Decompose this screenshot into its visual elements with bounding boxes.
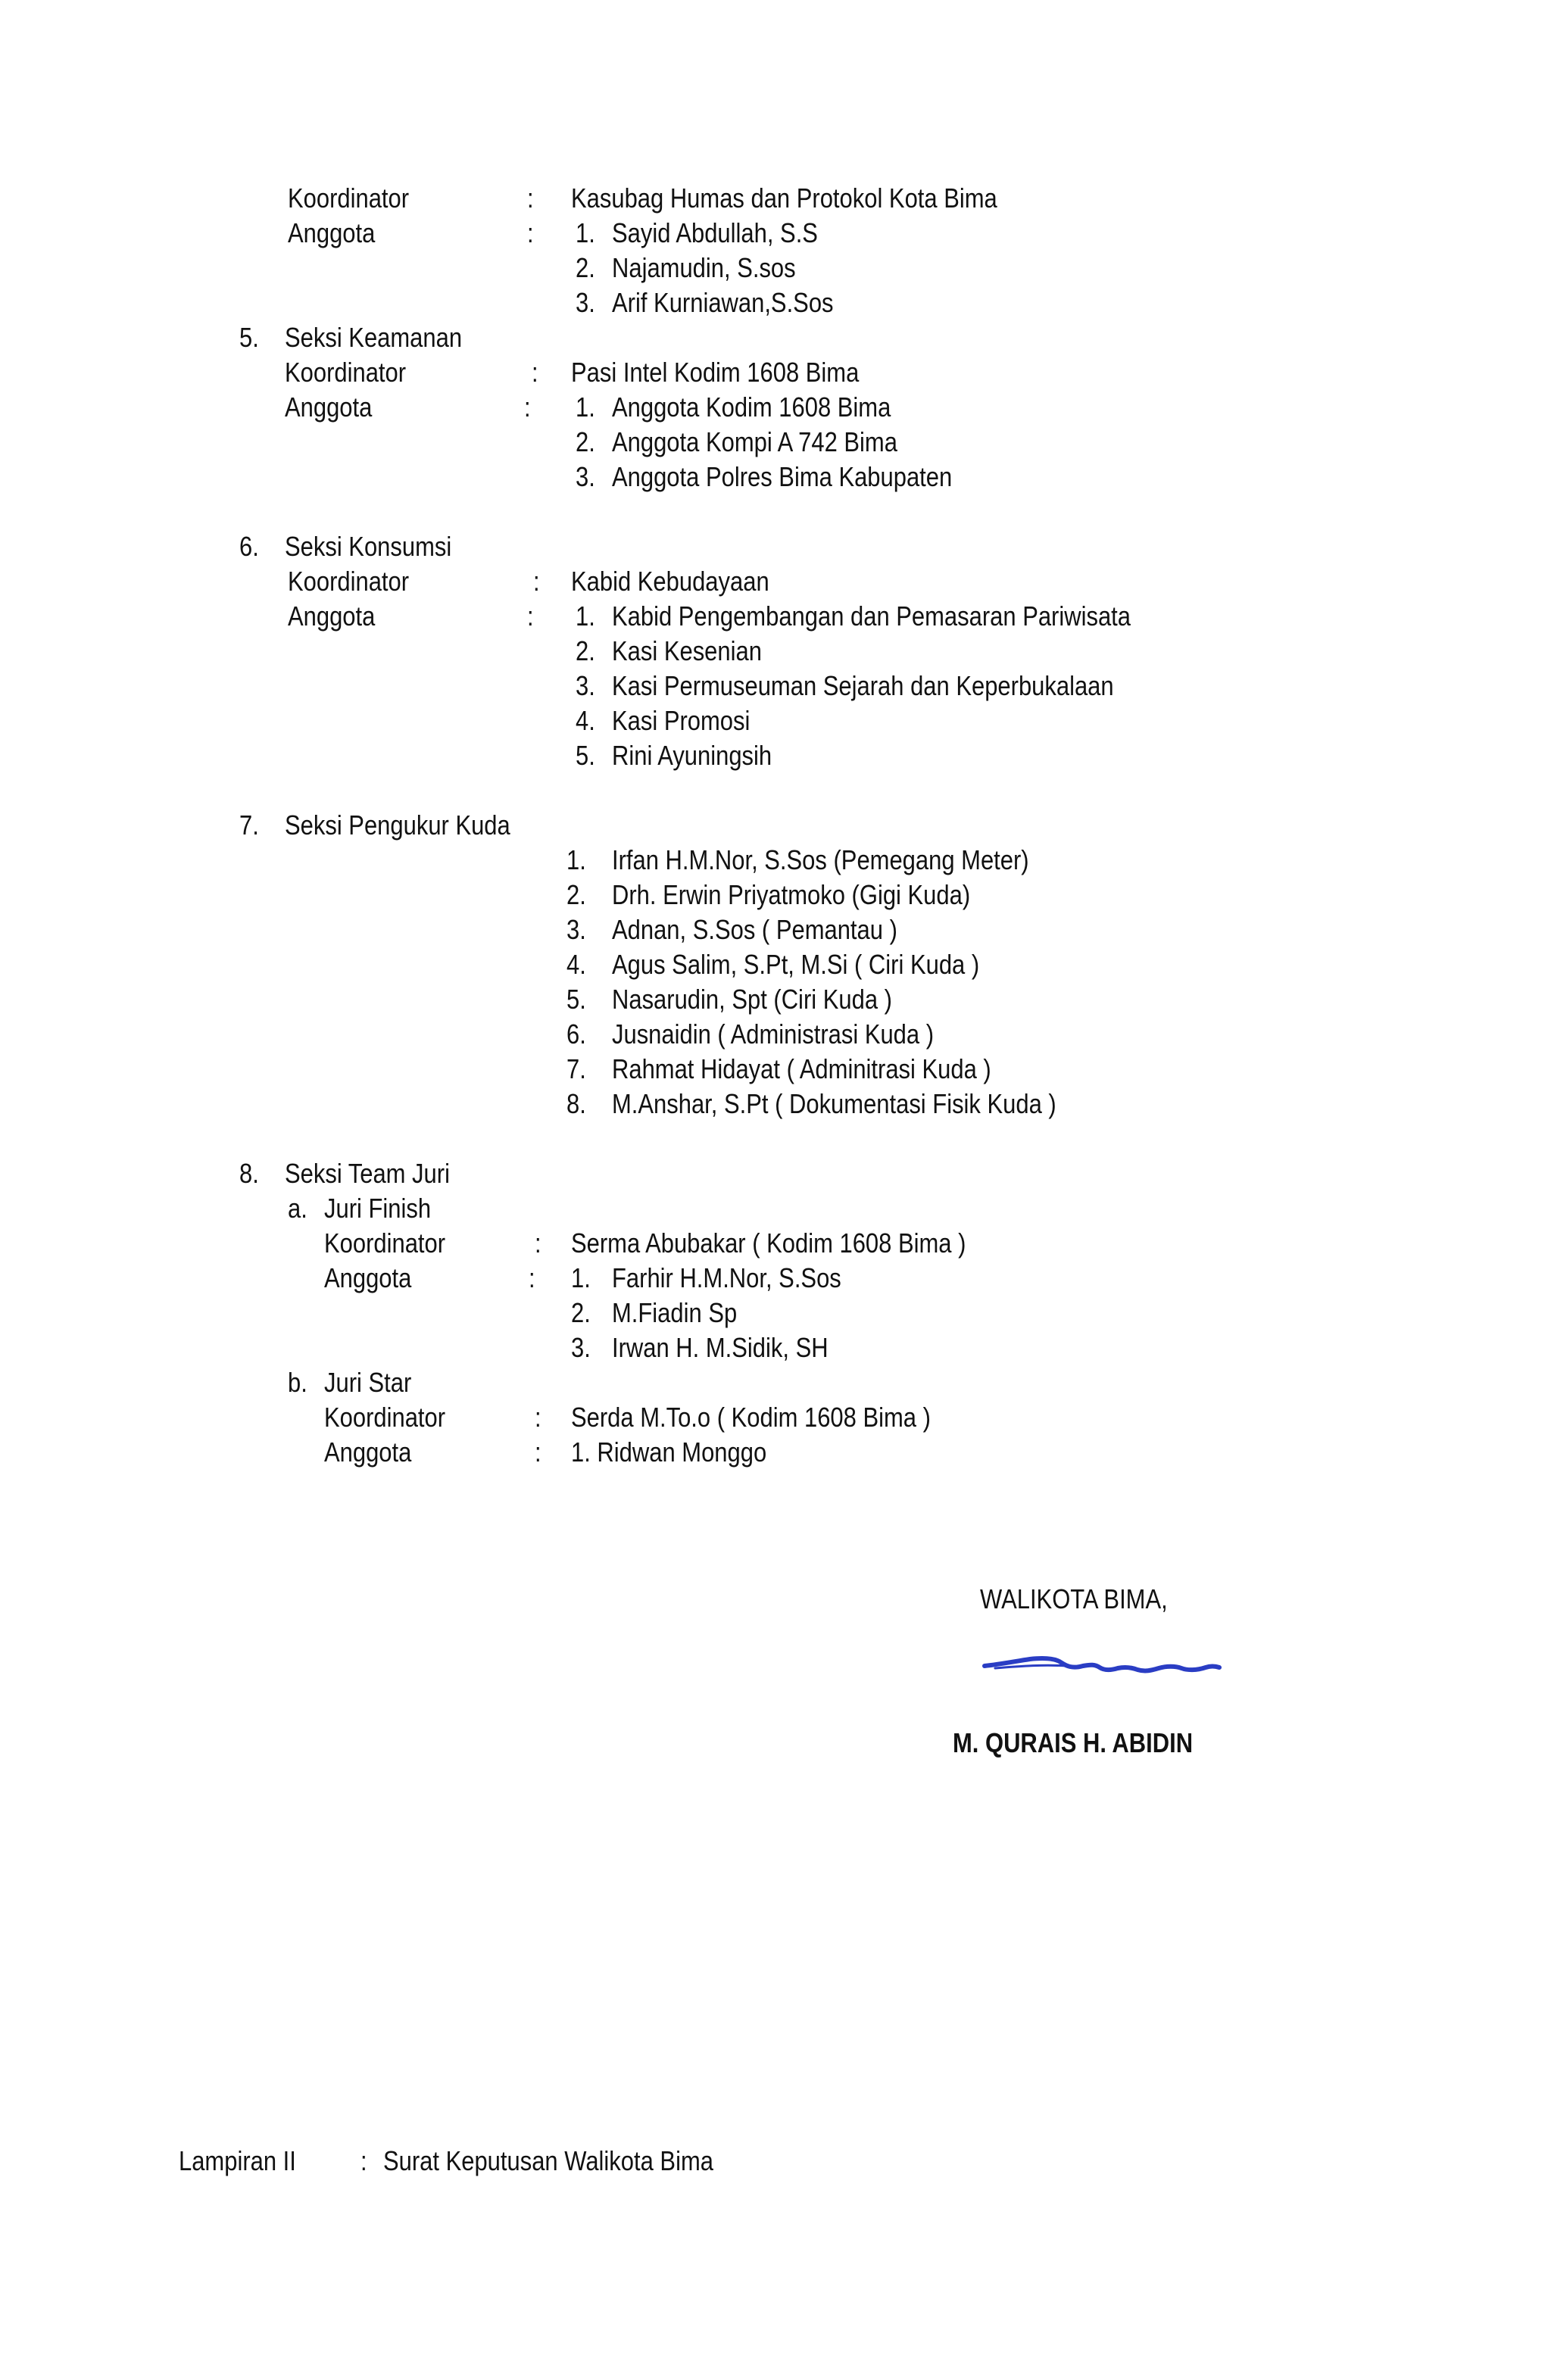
list-item: Najamudin, S.sos [612, 252, 796, 283]
list-number: 2. [576, 635, 595, 666]
lampiran-text: Surat Keputusan Walikota Bima [383, 2145, 713, 2176]
koordinator-label: Koordinator [324, 1227, 446, 1259]
list-item: Farhir H.M.Nor, S.Sos [612, 1262, 841, 1293]
section-number: 5. [239, 322, 259, 353]
anggota-label: Anggota [288, 217, 376, 248]
list-item: M.Anshar, S.Pt ( Dokumentasi Fisik Kuda ) [612, 1088, 1056, 1119]
list-number: 7. [566, 1053, 586, 1084]
colon: : [527, 600, 534, 632]
list-item: Anggota Kompi A 742 Bima [612, 426, 897, 457]
list-number: 4. [576, 705, 595, 736]
list-item: Agus Salim, S.Pt, M.Si ( Ciri Kuda ) [612, 949, 980, 980]
list-item: Irwan H. M.Sidik, SH [612, 1332, 829, 1363]
colon: : [535, 1436, 541, 1468]
section-number: 8. [239, 1158, 259, 1189]
colon: : [529, 1262, 535, 1293]
list-item: Drh. Erwin Priyatmoko (Gigi Kuda) [612, 879, 971, 910]
section-title: Seksi Keamanan [285, 322, 463, 353]
colon: : [524, 391, 531, 423]
signature-title: WALIKOTA BIMA, [980, 1583, 1168, 1614]
list-item: Adnan, S.Sos ( Pemantau ) [612, 914, 897, 945]
lampiran-label: Lampiran II [179, 2145, 296, 2176]
section-title: Seksi Pengukur Kuda [285, 809, 510, 841]
section-number: 6. [239, 531, 259, 562]
list-item: Kasi Kesenian [612, 635, 762, 666]
list-item: Sayid Abdullah, S.S [612, 217, 818, 248]
list-item: Anggota Polres Bima Kabupaten [612, 461, 953, 492]
s6-koordinator: Kabid Kebudayaan [571, 566, 769, 597]
signature-scribble [977, 1649, 1234, 1686]
section-title: Seksi Konsumsi [285, 531, 452, 562]
colon: : [533, 566, 540, 597]
koordinator-label: Koordinator [288, 182, 410, 214]
list-number: 5. [566, 984, 586, 1015]
colon: : [535, 1227, 541, 1259]
list-number: 4. [566, 949, 586, 980]
subsection-letter: b. [288, 1367, 307, 1398]
colon: : [535, 1402, 541, 1433]
list-item: Rahmat Hidayat ( Adminitrasi Kuda ) [612, 1053, 991, 1084]
list-item: Arif Kurniawan,S.Sos [612, 287, 834, 318]
list-item: M.Fiadin Sp [612, 1297, 738, 1328]
colon: : [532, 357, 538, 388]
list-number: 6. [566, 1018, 586, 1050]
list-number: 3. [576, 287, 595, 318]
list-item: Rini Ayuningsih [612, 740, 772, 771]
section-title: Seksi Team Juri [285, 1158, 450, 1189]
anggota-label: Anggota [288, 600, 376, 632]
section-number: 7. [239, 809, 259, 841]
subsection-letter: a. [288, 1193, 307, 1224]
list-number: 3. [576, 670, 595, 701]
list-number: 2. [576, 426, 595, 457]
koordinator-label: Koordinator [288, 566, 410, 597]
list-number: 1. [576, 217, 595, 248]
koordinator-label: Koordinator [324, 1402, 446, 1433]
s8a-koordinator: Serma Abubakar ( Kodim 1608 Bima ) [571, 1227, 966, 1259]
list-number: 5. [576, 740, 595, 771]
colon: : [360, 2145, 367, 2176]
list-item: Anggota Kodim 1608 Bima [612, 391, 891, 423]
anggota-label: Anggota [324, 1262, 412, 1293]
list-item: Jusnaidin ( Administrasi Kuda ) [612, 1018, 935, 1050]
list-number: 3. [576, 461, 595, 492]
list-number: 8. [566, 1088, 586, 1119]
list-number: 1. [576, 391, 595, 423]
list-item: Kabid Pengembangan dan Pemasaran Pariwisata [612, 600, 1131, 632]
list-item: Nasarudin, Spt (Ciri Kuda ) [612, 984, 892, 1015]
list-number: 3. [571, 1332, 591, 1363]
list-number: 1. [566, 844, 586, 875]
list-number: 3. [566, 914, 586, 945]
colon: : [527, 217, 534, 248]
list-number: 1. [576, 600, 595, 632]
list-item: Kasi Permuseuman Sejarah dan Keperbukalaan [612, 670, 1114, 701]
s8b-koordinator: Serda M.To.o ( Kodim 1608 Bima ) [571, 1402, 931, 1433]
colon: : [527, 182, 534, 214]
anggota-label: Anggota [285, 391, 373, 423]
koordinator-label: Koordinator [285, 357, 407, 388]
anggota-label: Anggota [324, 1436, 412, 1468]
list-number: 2. [566, 879, 586, 910]
signatory-name: M. QURAIS H. ABIDIN [953, 1727, 1194, 1758]
list-item: Irfan H.M.Nor, S.Sos (Pemegang Meter) [612, 844, 1029, 875]
s4-koordinator: Kasubag Humas dan Protokol Kota Bima [571, 182, 997, 214]
subsection-title: Juri Finish [324, 1193, 432, 1224]
s8b-member: 1. Ridwan Monggo [571, 1436, 767, 1468]
list-number: 2. [571, 1297, 591, 1328]
list-number: 2. [576, 252, 595, 283]
s5-koordinator: Pasi Intel Kodim 1608 Bima [571, 357, 860, 388]
subsection-title: Juri Star [324, 1367, 412, 1398]
list-item: Kasi Promosi [612, 705, 751, 736]
list-number: 1. [571, 1262, 591, 1293]
